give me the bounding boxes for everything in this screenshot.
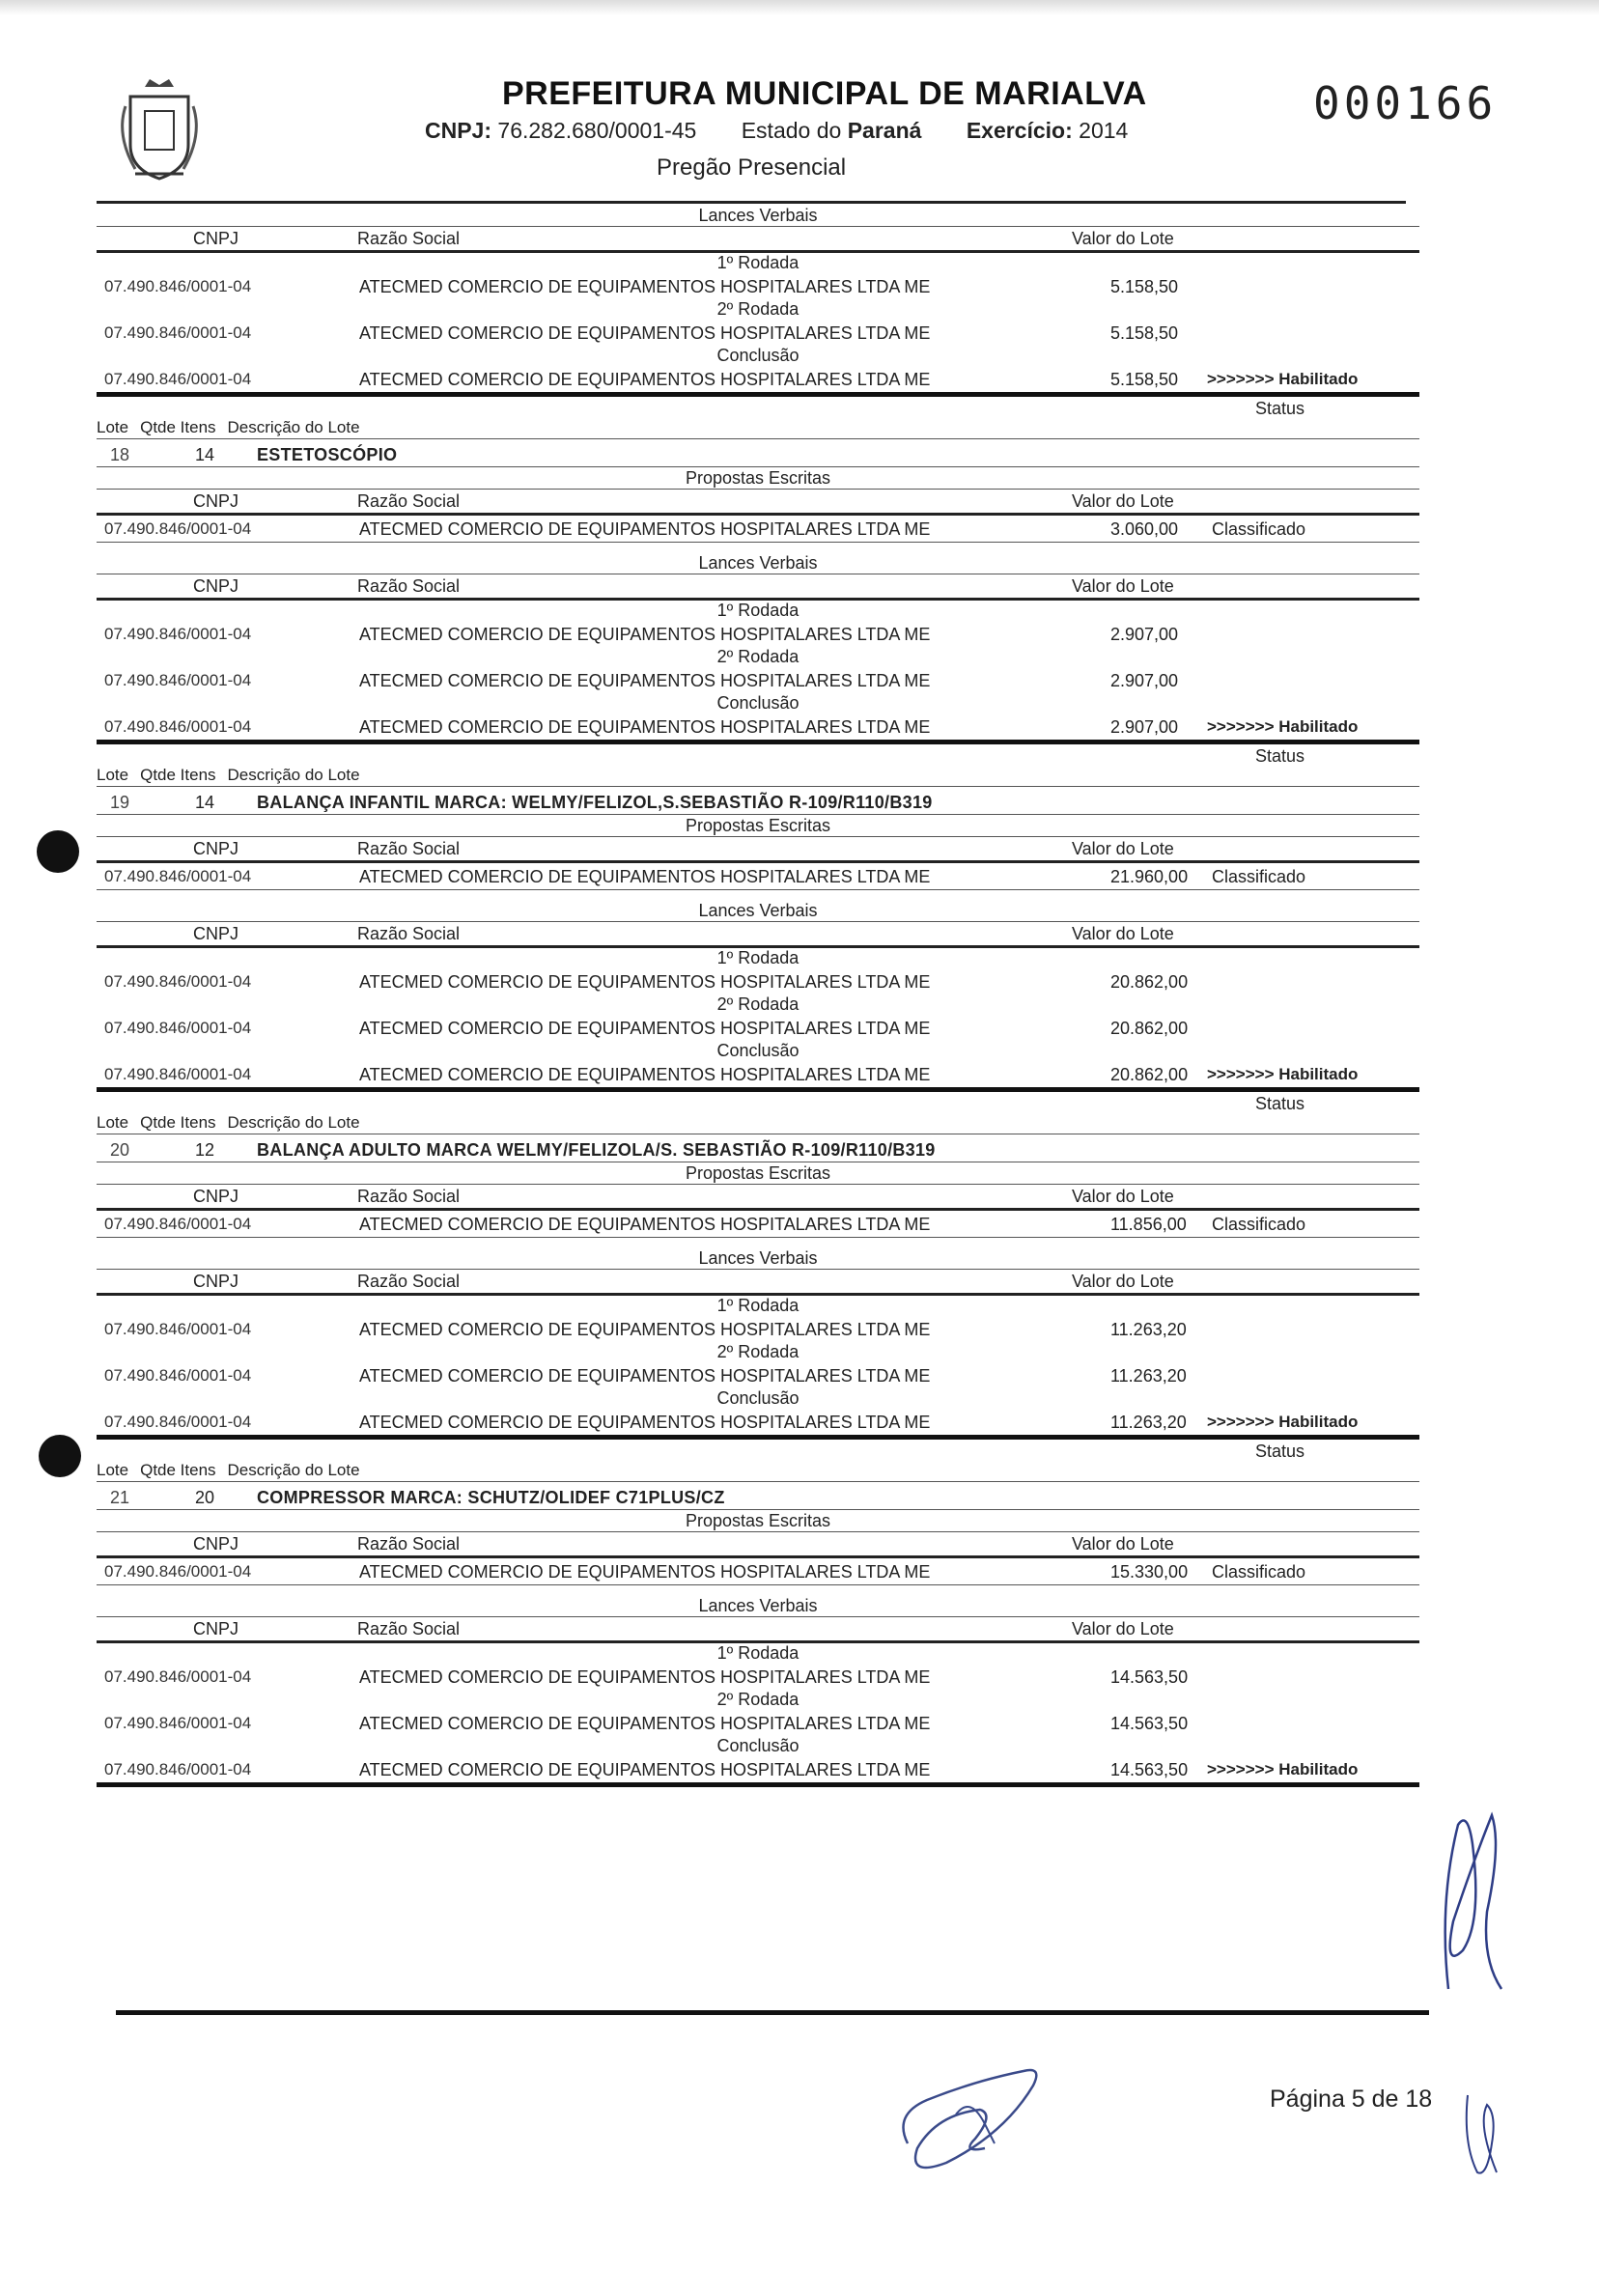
col-lote: Lote [97, 1461, 129, 1479]
cell-valor: 14.563,50 [1110, 1667, 1189, 1687]
table-row [97, 863, 1419, 890]
cell-cnpj: 07.490.846/0001-04 [104, 1562, 252, 1581]
lote-section [97, 1440, 1419, 1787]
section-title: Lances Verbais [97, 900, 1419, 922]
column-header [97, 1532, 1419, 1558]
col-razao: Razão Social [357, 576, 461, 596]
section-title: Propostas Escritas [97, 1162, 1419, 1185]
table-row [97, 1710, 1419, 1736]
cell-razao: ATECMED COMERCIO DE EQUIPAMENTOS HOSPITALARES LTDA ME [359, 1019, 931, 1038]
col-cnpj: CNPJ [193, 576, 239, 596]
cell-valor: 14.563,50 [1110, 1714, 1189, 1733]
classificado-status: Classificado [1212, 1562, 1306, 1582]
col-razao: Razão Social [357, 491, 461, 511]
lote-qtde: 12 [195, 1140, 215, 1160]
col-status: Status [1255, 399, 1305, 418]
scan-edge [0, 0, 1599, 15]
cell-valor: 15.330,00 [1110, 1562, 1189, 1582]
signature-mark [888, 2057, 1052, 2182]
col-status: Status [1255, 1094, 1305, 1113]
cell-razao: ATECMED COMERCIO DE EQUIPAMENTOS HOSPITALARES LTDA ME [359, 867, 931, 886]
section-title: Propostas Escritas [97, 467, 1419, 490]
spacer [97, 1585, 1419, 1595]
round-label: 2º Rodada [716, 1342, 800, 1361]
cell-razao: ATECMED COMERCIO DE EQUIPAMENTOS HOSPITALARES LTDA ME [359, 323, 931, 343]
col-lote: Lote [97, 766, 129, 784]
cell-cnpj: 07.490.846/0001-04 [104, 1413, 252, 1431]
round-label: 1º Rodada [716, 948, 800, 967]
col-descricao: Descrição do Lote [227, 1461, 360, 1479]
cell-cnpj: 07.490.846/0001-04 [104, 671, 252, 689]
cell-cnpj: 07.490.846/0001-04 [104, 277, 252, 295]
col-cnpj: CNPJ [193, 1619, 239, 1638]
cell-cnpj: 07.490.846/0001-04 [104, 519, 252, 538]
cell-cnpj: 07.490.846/0001-04 [104, 1320, 252, 1338]
classificado-status: Classificado [1212, 867, 1306, 886]
cell-cnpj: 07.490.846/0001-04 [104, 867, 252, 885]
round-label: Conclusão [716, 693, 800, 713]
lote-qtde: 20 [195, 1488, 215, 1507]
table-row [97, 366, 1419, 397]
cell-valor: 11.263,20 [1110, 1320, 1187, 1339]
cell-cnpj: 07.490.846/0001-04 [104, 625, 252, 643]
col-valor: Valor do Lote [1072, 1534, 1174, 1554]
col-cnpj: CNPJ [193, 1534, 239, 1554]
habilitado-marker: >>>>>>> Habilitado [1207, 1413, 1359, 1431]
column-header [97, 227, 1419, 253]
table-row [97, 273, 1419, 299]
header [97, 58, 1506, 203]
lote-info [97, 1486, 1419, 1510]
col-valor: Valor do Lote [1072, 576, 1174, 596]
col-valor: Valor do Lote [1072, 491, 1174, 511]
table-row [97, 1409, 1419, 1440]
cell-razao: ATECMED COMERCIO DE EQUIPAMENTOS HOSPITALARES LTDA ME [359, 1065, 931, 1084]
cell-cnpj: 07.490.846/0001-04 [104, 1019, 252, 1037]
lote-info [97, 1138, 1419, 1162]
cell-razao: ATECMED COMERCIO DE EQUIPAMENTOS HOSPITALARES LTDA ME [359, 1413, 931, 1432]
col-razao: Razão Social [357, 1534, 461, 1554]
round-label: 1º Rodada [716, 1643, 800, 1663]
municipal-crest-icon [116, 77, 203, 183]
lote-description: BALANÇA ADULTO MARCA WELMY/FELIZOLA/S. SEBASTIÃO R-109/R110/B319 [257, 1140, 936, 1160]
col-descricao: Descrição do Lote [227, 766, 360, 784]
lote-number: 18 [110, 445, 130, 464]
table-row [97, 714, 1419, 744]
column-header [97, 837, 1419, 863]
col-descricao: Descrição do Lote [227, 418, 360, 436]
lote-columns [97, 1113, 372, 1133]
col-qtde: Qtde Itens [140, 766, 216, 784]
divider [97, 438, 1419, 439]
table-row [97, 667, 1419, 693]
lote-section [97, 397, 1419, 744]
round-label: 2º Rodada [716, 1690, 800, 1709]
cnpj-value: 76.282.680/0001-45 [497, 118, 697, 143]
spacer [97, 890, 1419, 900]
lote-columns [97, 766, 372, 785]
initials-mark [1434, 1806, 1511, 1999]
table-row [97, 1061, 1419, 1092]
cell-valor: 5.158,50 [1110, 277, 1179, 296]
lote-info [97, 791, 1419, 815]
estado-label: Estado do [741, 118, 842, 143]
habilitado-marker: >>>>>>> Habilitado [1207, 717, 1359, 736]
exercicio-value: 2014 [1079, 118, 1129, 143]
col-lote: Lote [97, 1113, 129, 1132]
cell-razao: ATECMED COMERCIO DE EQUIPAMENTOS HOSPITALARES LTDA ME [359, 370, 931, 389]
cell-valor: 21.960,00 [1110, 867, 1189, 886]
col-descricao: Descrição do Lote [227, 1113, 360, 1132]
col-valor: Valor do Lote [1072, 1187, 1174, 1206]
footer-rule [116, 2010, 1429, 2015]
col-qtde: Qtde Itens [140, 1461, 216, 1479]
classificado-status: Classificado [1212, 519, 1306, 539]
cell-razao: ATECMED COMERCIO DE EQUIPAMENTOS HOSPITALARES LTDA ME [359, 625, 931, 644]
lote-header [97, 1440, 1419, 1486]
cell-cnpj: 07.490.846/0001-04 [104, 972, 252, 991]
round-label: 1º Rodada [716, 253, 800, 272]
col-cnpj: CNPJ [193, 1272, 239, 1291]
section-title: Lances Verbais [97, 1595, 1419, 1617]
col-qtde: Qtde Itens [140, 1113, 216, 1132]
section-title: Propostas Escritas [97, 815, 1419, 837]
cell-razao: ATECMED COMERCIO DE EQUIPAMENTOS HOSPITALARES LTDA ME [359, 1760, 931, 1779]
cell-razao: ATECMED COMERCIO DE EQUIPAMENTOS HOSPITALARES LTDA ME [359, 519, 931, 539]
cell-razao: ATECMED COMERCIO DE EQUIPAMENTOS HOSPITALARES LTDA ME [359, 972, 931, 992]
habilitado-marker: >>>>>>> Habilitado [1207, 1065, 1359, 1083]
round-label: 2º Rodada [716, 647, 800, 666]
section-title: Lances Verbais [97, 552, 1419, 574]
cell-cnpj: 07.490.846/0001-04 [104, 1667, 252, 1686]
lotes-list [97, 397, 1419, 1787]
round-label: Conclusão [716, 1736, 800, 1755]
table-row [97, 1558, 1419, 1585]
results-body [97, 205, 1419, 1787]
col-cnpj: CNPJ [193, 229, 239, 248]
table-row [97, 968, 1419, 994]
cell-cnpj: 07.490.846/0001-04 [104, 323, 252, 342]
col-lote: Lote [97, 418, 129, 436]
round-label: 2º Rodada [716, 299, 800, 319]
column-header [97, 922, 1419, 948]
cell-razao: ATECMED COMERCIO DE EQUIPAMENTOS HOSPITALARES LTDA ME [359, 671, 931, 690]
lote-section [97, 1092, 1419, 1440]
round-label: 2º Rodada [716, 994, 800, 1014]
classificado-status: Classificado [1212, 1215, 1306, 1234]
cell-valor: 11.263,20 [1110, 1366, 1187, 1386]
punch-hole [39, 1435, 81, 1477]
table-row [97, 1664, 1419, 1690]
col-valor: Valor do Lote [1072, 1272, 1174, 1291]
estado-value: Paraná [847, 118, 922, 143]
cnpj-label: CNPJ: [425, 118, 492, 143]
col-razao: Razão Social [357, 839, 461, 858]
col-status: Status [1255, 1442, 1305, 1461]
lote-qtde: 14 [195, 793, 215, 812]
cell-valor: 20.862,00 [1110, 972, 1189, 992]
habilitado-marker: >>>>>>> Habilitado [1207, 1760, 1359, 1778]
lote-section [97, 744, 1419, 1092]
header-rule [97, 201, 1406, 204]
col-cnpj: CNPJ [193, 839, 239, 858]
column-header [97, 490, 1419, 516]
round-label: 1º Rodada [716, 601, 800, 620]
cell-cnpj: 07.490.846/0001-04 [104, 1215, 252, 1233]
cell-cnpj: 07.490.846/0001-04 [104, 1366, 252, 1385]
divider [97, 786, 1419, 787]
cell-razao: ATECMED COMERCIO DE EQUIPAMENTOS HOSPITALARES LTDA ME [359, 277, 931, 296]
cell-razao: ATECMED COMERCIO DE EQUIPAMENTOS HOSPITALARES LTDA ME [359, 1366, 931, 1386]
page-number: Página 5 de 18 [1270, 2086, 1433, 2113]
spacer [97, 543, 1419, 552]
col-cnpj: CNPJ [193, 491, 239, 511]
round-label: Conclusão [716, 1041, 800, 1060]
initials-mark-small [1458, 2086, 1506, 2182]
cell-valor: 2.907,00 [1110, 717, 1179, 737]
lote-number: 20 [110, 1140, 130, 1160]
lote-number: 21 [110, 1488, 130, 1507]
col-valor: Valor do Lote [1072, 924, 1174, 943]
col-valor: Valor do Lote [1072, 229, 1174, 248]
cell-valor: 5.158,50 [1110, 323, 1179, 343]
lote-number: 19 [110, 793, 130, 812]
column-header [97, 1617, 1419, 1643]
cell-valor: 2.907,00 [1110, 625, 1179, 644]
modality: Pregão Presencial [657, 154, 847, 181]
continued-lote-lances [97, 205, 1419, 397]
column-header [97, 1270, 1419, 1296]
table-row [97, 1015, 1419, 1041]
lote-columns [97, 418, 372, 437]
cell-valor: 5.158,50 [1110, 370, 1179, 389]
divider [97, 1481, 1419, 1482]
col-valor: Valor do Lote [1072, 839, 1174, 858]
section-title: Lances Verbais [97, 205, 1419, 227]
municipality-title: PREFEITURA MUNICIPAL DE MARIALVA [502, 75, 1147, 112]
lote-description: ESTETOSCÓPIO [257, 445, 398, 464]
exercicio-label: Exercício: [966, 118, 1073, 143]
col-valor: Valor do Lote [1072, 1619, 1174, 1638]
section-title: Propostas Escritas [97, 1510, 1419, 1532]
table-row [97, 1756, 1419, 1787]
table-row [97, 1316, 1419, 1342]
col-razao: Razão Social [357, 1619, 461, 1638]
cell-valor: 20.862,00 [1110, 1065, 1189, 1084]
table-row [97, 621, 1419, 647]
table-row [97, 516, 1419, 543]
round-label: 1º Rodada [716, 1296, 800, 1315]
lote-description: BALANÇA INFANTIL MARCA: WELMY/FELIZOL,S.SEBASTIÃO R-109/R110/B319 [257, 793, 933, 812]
cell-valor: 2.907,00 [1110, 671, 1179, 690]
cell-cnpj: 07.490.846/0001-04 [104, 370, 252, 388]
cell-valor: 20.862,00 [1110, 1019, 1189, 1038]
cell-cnpj: 07.490.846/0001-04 [104, 1065, 252, 1083]
lote-columns [97, 1461, 372, 1480]
cell-cnpj: 07.490.846/0001-04 [104, 1714, 252, 1732]
round-label: Conclusão [716, 1388, 800, 1408]
lote-header [97, 744, 1419, 791]
lote-info [97, 443, 1419, 467]
cell-razao: ATECMED COMERCIO DE EQUIPAMENTOS HOSPITALARES LTDA ME [359, 1667, 931, 1687]
habilitado-marker: >>>>>>> Habilitado [1207, 370, 1359, 388]
table-row [97, 1211, 1419, 1238]
section-title: Lances Verbais [97, 1247, 1419, 1270]
header-subline [425, 118, 1128, 144]
lote-header [97, 397, 1419, 443]
col-cnpj: CNPJ [193, 924, 239, 943]
column-header [97, 1185, 1419, 1211]
punch-hole [37, 830, 79, 873]
table-row [97, 1362, 1419, 1388]
cell-valor: 14.563,50 [1110, 1760, 1189, 1779]
cell-razao: ATECMED COMERCIO DE EQUIPAMENTOS HOSPITALARES LTDA ME [359, 1215, 931, 1234]
cell-valor: 11.263,20 [1110, 1413, 1187, 1432]
col-razao: Razão Social [357, 1272, 461, 1291]
col-razao: Razão Social [357, 1187, 461, 1206]
lote-header [97, 1092, 1419, 1138]
round-label: Conclusão [716, 346, 800, 365]
table-row [97, 320, 1419, 346]
col-cnpj: CNPJ [193, 1187, 239, 1206]
col-razao: Razão Social [357, 229, 461, 248]
cell-razao: ATECMED COMERCIO DE EQUIPAMENTOS HOSPITALARES LTDA ME [359, 1562, 931, 1582]
document-number: 000166 [1313, 77, 1498, 129]
cell-razao: ATECMED COMERCIO DE EQUIPAMENTOS HOSPITALARES LTDA ME [359, 1320, 931, 1339]
cell-cnpj: 07.490.846/0001-04 [104, 1760, 252, 1778]
cell-razao: ATECMED COMERCIO DE EQUIPAMENTOS HOSPITALARES LTDA ME [359, 1714, 931, 1733]
lote-description: COMPRESSOR MARCA: SCHUTZ/OLIDEF C71PLUS/CZ [257, 1488, 725, 1507]
cell-valor: 11.856,00 [1110, 1215, 1187, 1234]
col-qtde: Qtde Itens [140, 418, 216, 436]
lote-qtde: 14 [195, 445, 215, 464]
cell-razao: ATECMED COMERCIO DE EQUIPAMENTOS HOSPITALARES LTDA ME [359, 717, 931, 737]
cell-valor: 3.060,00 [1110, 519, 1179, 539]
spacer [97, 1238, 1419, 1247]
column-header [97, 574, 1419, 601]
col-status: Status [1255, 746, 1305, 766]
col-razao: Razão Social [357, 924, 461, 943]
cell-cnpj: 07.490.846/0001-04 [104, 717, 252, 736]
